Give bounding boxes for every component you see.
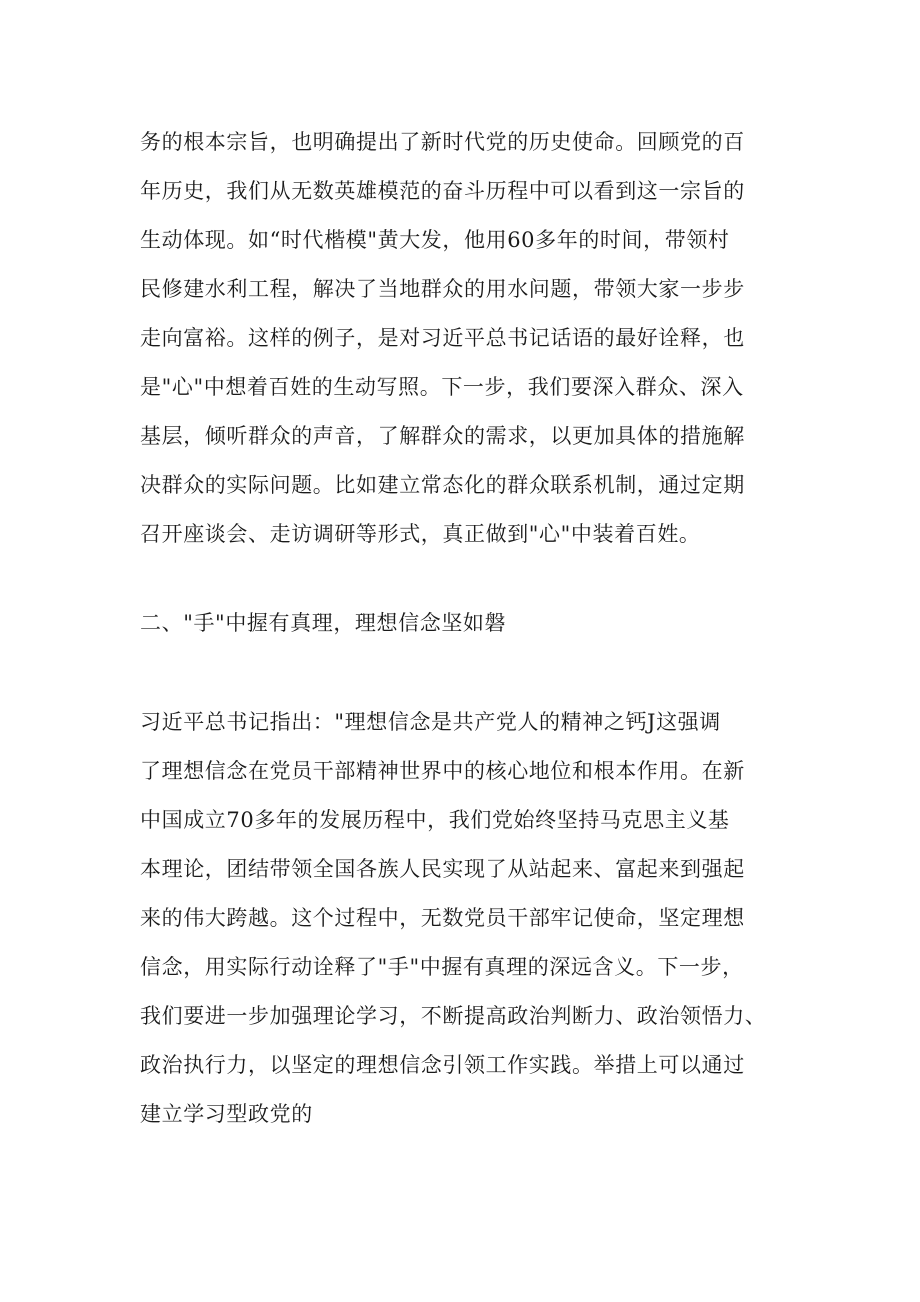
paragraph-1-line-4: 民修建水利工程，解决了当地群众的用水问题，带领大家一步步: [140, 277, 745, 301]
paragraph-1-line-8: 决群众的实际问题。比如建立常态化的群众联系机制，通过定期: [140, 473, 745, 497]
paragraph-2-line-7: 我们要进一步加强理论学习，不断提高政治判断力、政治领悟力、: [140, 1004, 767, 1028]
paragraph-2-line-8: 政治执行力，以坚定的理想信念引领工作实践。举措上可以通过: [140, 1053, 745, 1077]
paragraph-1-line-2: 年历史，我们从无数英雄模范的奋斗历程中可以看到这一宗旨的: [140, 179, 745, 203]
paragraph-1-line-5: 走向富裕。这样的例子，是对习近平总书记话语的最好诠释，也: [140, 326, 745, 350]
paragraph-1-line-1: 务的根本宗旨，也明确提出了新时代党的历史使命。回顾党的百: [140, 130, 745, 154]
paragraph-2-line-5: 来的伟大跨越。这个过程中，无数党员干部牢记使命，坚定理想: [140, 906, 745, 930]
paragraph-2-line-9: 建立学习型政党的: [140, 1102, 313, 1126]
paragraph-1-line-3: 生动体现。如“时代楷模"黄大发，他用60多年的时间，带领村: [140, 228, 730, 252]
paragraph-1-line-6: 是"心"中想着百姓的生动写照。下一步，我们要深入群众、深入: [140, 375, 744, 399]
paragraph-1-line-7: 基层，倾听群众的声音，了解群众的需求，以更加具体的措施解: [140, 424, 745, 448]
paragraph-1-line-9: 召开座谈会、走访调研等形式，真正做到"心"中装着百姓。: [140, 522, 701, 546]
paragraph-2-line-6: 信念，用实际行动诠释了"手"中握有真理的深远含义。下一步，: [140, 955, 744, 979]
paragraph-2-line-3: 中国成立70多年的发展历程中，我们党始终坚持马克思主义基: [140, 808, 730, 832]
section-heading-2: 二、"手"中握有真理，理想信念坚如磐: [140, 611, 507, 635]
paragraph-2-line-4: 本理论，团结带领全国各族人民实现了从站起来、富起来到强起: [140, 857, 745, 881]
paragraph-2-line-1: 习近平总书记指出："理想信念是共产党人的精神之钙J这强调: [140, 710, 721, 734]
paragraph-2-line-2: 了理想信念在党员干部精神世界中的核心地位和根本作用。在新: [140, 759, 745, 783]
